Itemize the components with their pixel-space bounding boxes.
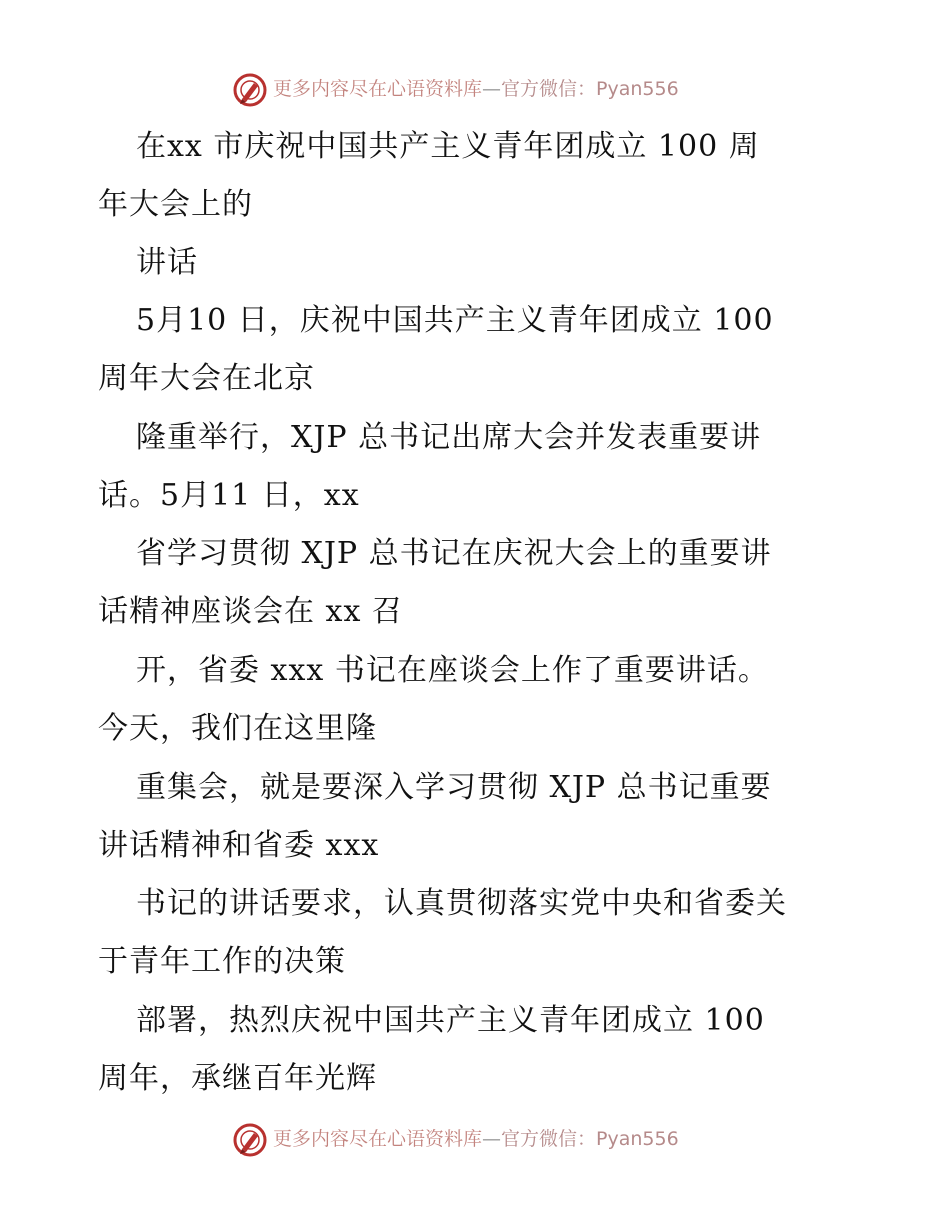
banner-wechat-text: 官方微信：Pyan556 [501,78,679,100]
text-line: 5月10 日，庆祝中国共产主义青年团成立 100 [136,303,774,338]
text-line: 周年，承继百年光辉 [98,1061,377,1096]
text-line: 开，省委 xxx 书记在座谈会上作了重要讲话。 [136,653,769,688]
footer-banner [0,1120,950,1160]
header-banner [0,70,950,110]
text-line: 讲话精神和省委 xxx [98,828,380,863]
banner-separator: — [482,78,502,100]
banner-wechat-text: 官方微信：Pyan556 [501,1128,679,1150]
text-line: 于青年工作的决策 [98,944,346,979]
text-line: 讲话 [136,245,198,280]
banner-main-text: 更多内容尽在心语资料库 [273,78,483,100]
text-line: 周年大会在北京 [98,361,315,396]
banner-separator: — [482,1128,502,1150]
text-line: 话精神座谈会在 xx 召 [98,594,403,629]
text-line: 隆重举行，XJP 总书记出席大会并发表重要讲 [136,420,762,455]
text-line: 书记的讲话要求，认真贯彻落实党中央和省委关 [136,886,787,921]
text-line: 在xx 市庆祝中国共产主义青年团成立 100 周 [136,129,760,164]
text-line: 省学习贯彻 XJP 总书记在庆祝大会上的重要讲 [136,536,772,571]
text-line: 今天，我们在这里隆 [98,711,377,746]
banner-main-text: 更多内容尽在心语资料库 [273,1128,483,1150]
pen-logo-icon [232,72,268,108]
footer-banner-text [273,1127,679,1151]
text-line: 年大会上的 [98,187,253,222]
header-banner-text [273,77,679,101]
text-line: 话。5月11 日，xx [98,478,360,513]
pen-logo-icon [232,1122,268,1158]
text-line: 重集会，就是要深入学习贯彻 XJP 总书记重要 [136,770,772,805]
text-line: 部署，热烈庆祝中国共产主义青年团成立 100 [136,1003,765,1038]
